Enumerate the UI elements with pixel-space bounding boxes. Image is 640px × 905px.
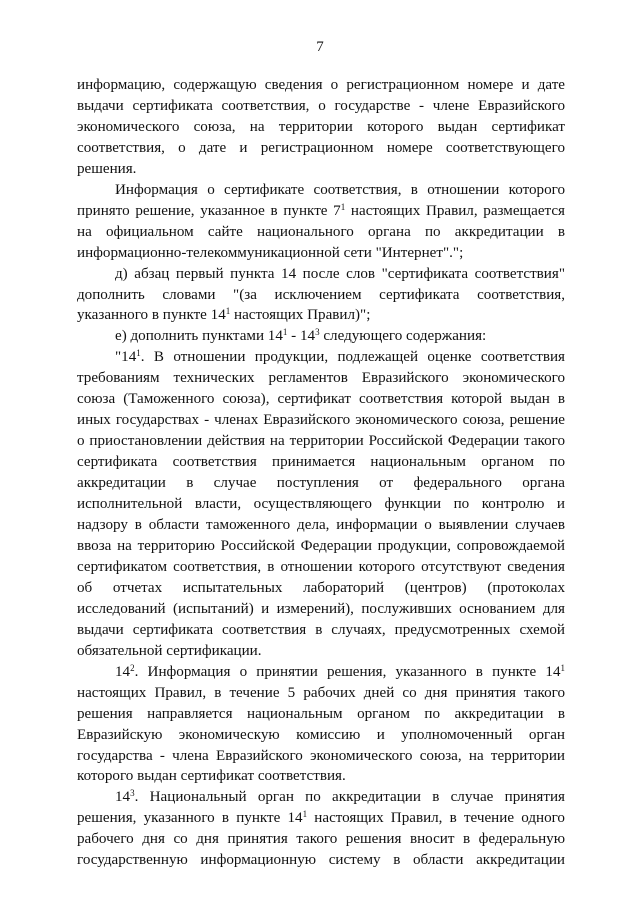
paragraph-6: $14^2$. Информация о принятии решения, указанного в пункте $14^1$ настоящих Правил, в течение 5 рабочих дней со дня принятия такого решения направляется национальным органом по аккредитации в Евразийскую экономическую комиссию и уполномоченный орган государства - члена Евразийского экономического союза, на территории которого выдан сертификат соответствия. <box>77 662 565 785</box>
page-number: 7 <box>316 39 324 55</box>
paragraph-3: д) абзац первый пункта 14 после слов "сертификата соответствия" дополнить словами "(за исключением сертификата соответствия, указанного в пункте $14^1$ настоящих Правил)"; <box>77 265 565 324</box>
document-body <box>77 75 565 871</box>
paragraph-7: $14^3$. Национальный орган по аккредитации в случае принятия решения, указанного в пункте $14^1$ настоящих Правил, в течение одного рабочего дня со дня принятия такого решения вносит в федеральную государственную информационную систему в области аккредитации <box>77 788 565 869</box>
paragraph-2: Информация о сертификате соответствия, в отношении которого принято решение, указанное в пункте $7^1$ настоящих Правил, размещается на официальном сайте национального органа по аккредитации в информационно-телекоммуникационной сети "Интернет"."; <box>77 181 565 261</box>
paragraph-1: информацию, содержащую сведения о регистрационном номере и дате выдачи сертификата соответствия, о государстве - члене Евразийского экономического союза, на территории которого выдан сертификат соответствия, о дате и регистрационном номере соответствующего решения. <box>77 77 565 177</box>
paragraph-4: е) дополнить пунктами $14^1 - 14^3$ следующего содержания: <box>115 327 487 345</box>
paragraph-5: "$14^1$. В отношении продукции, подлежащей оценке соответствия требованиям технических регламентов Евразийского экономического союза (Таможенного союза), сертификат соответствия которой выдан в иных государствах - членах Евразийского экономического союза, решение о приостановлении действия на территории Российской Федерации такого сертификата соответствия принимается национальным органом по аккредитации в случае поступления от федерального органа исполнительной власти, осуществляющего функции по контролю и надзору в области таможенного дела, информации о выявлении случаев ввоза на территорию Российской Федерации продукции, сопровождаемой сертификатом соответствия, в отношении которого отсутствуют сведения об отчетах испытательных лабораторий (центров) (протоколах исследований (испытаний) и измерений), послуживших основанием для выдачи сертификата соответствия в случаях, предусмотренных схемой обязательной сертификации. <box>77 348 565 659</box>
